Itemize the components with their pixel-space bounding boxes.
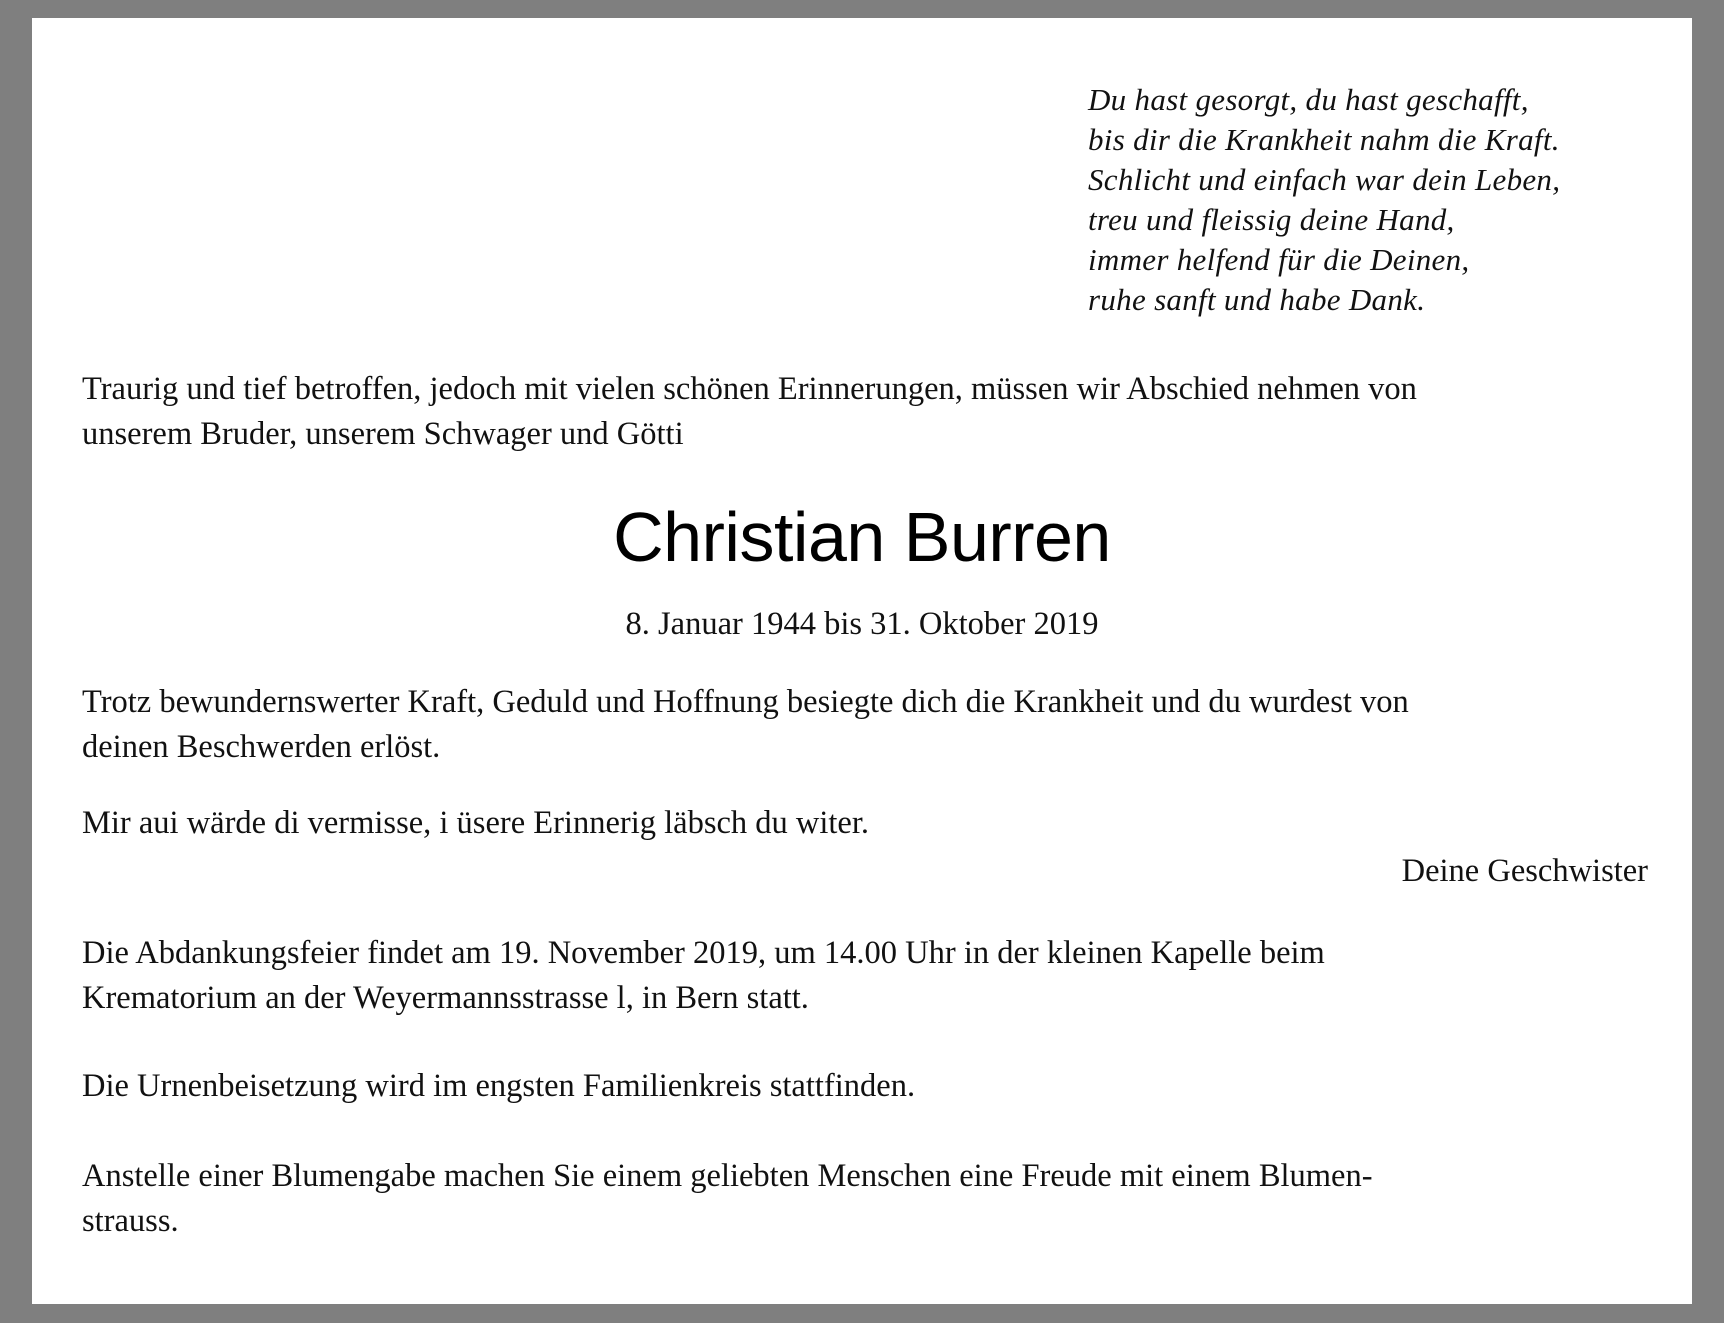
urn-line-1: Die Urnenbeisetzung wird im engsten Familienkreis stattfinden. — [82, 1068, 916, 1104]
poem-line-3: Schlicht und einfach war dein Leben, — [1088, 162, 1561, 197]
poem-line-2: bis dir die Krankheit nahm die Kraft. — [1088, 122, 1560, 157]
ceremony-line-2: Krematorium an der Weyermannsstrasse l, in Bern statt. — [82, 980, 809, 1016]
intro-line-1: Traurig und tief betroffen, jedoch mit vielen schönen Erinnerungen, müssen wir Abschied nehmen von — [82, 371, 1417, 407]
message-line-2: deinen Beschwerden erlöst. — [82, 729, 441, 765]
obituary-notice — [32, 18, 1692, 1304]
flowers-paragraph — [82, 1154, 1682, 1244]
flowers-line-1: Anstelle einer Blumengabe machen Sie einem geliebten Menschen eine Freude mit einem Blumen- — [82, 1158, 1373, 1194]
dialect-line-1: Mir aui wärde di vermisse, i üsere Erinnerig läbsch du witer. — [82, 805, 869, 841]
poem-line-1: Du hast gesorgt, du hast geschafft, — [1088, 82, 1529, 117]
urn-paragraph — [82, 1064, 1682, 1109]
poem-line-6: ruhe sanft und habe Dank. — [1088, 282, 1426, 317]
intro-line-2: unserem Bruder, unserem Schwager und Götti — [82, 416, 684, 452]
life-dates: 8. Januar 1944 bis 31. Oktober 2019 — [625, 606, 1099, 642]
flowers-line-2: strauss. — [82, 1203, 179, 1239]
dialect-paragraph — [82, 801, 1682, 846]
message-paragraph — [82, 680, 1682, 770]
intro-paragraph — [82, 367, 1682, 457]
deceased-name: Christian Burren — [613, 498, 1111, 576]
ceremony-paragraph — [82, 931, 1682, 1021]
poem — [1088, 80, 1560, 320]
message-line-1: Trotz bewundernswerter Kraft, Geduld und Hoffnung besiegte dich die Krankheit und du wurdest von — [82, 684, 1409, 720]
ceremony-line-1: Die Abdankungsfeier findet am 19. November 2019, um 14.00 Uhr in der kleinen Kapelle beim — [82, 935, 1325, 971]
signoff: Deine Geschwister — [1401, 853, 1648, 889]
poem-line-4: treu und fleissig deine Hand, — [1088, 202, 1455, 237]
poem-line-5: immer helfend für die Deinen, — [1088, 242, 1470, 277]
